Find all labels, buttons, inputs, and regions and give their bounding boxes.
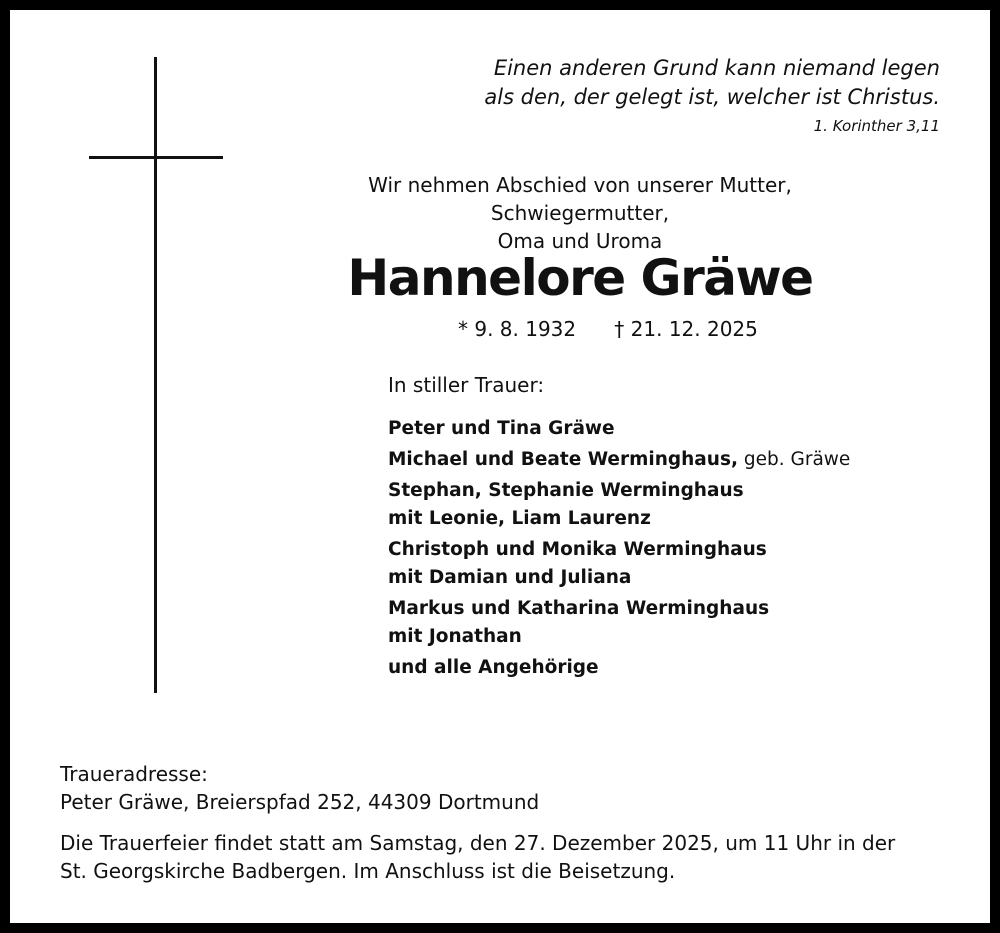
service-line-2: St. Georgskirche Badbergen. Im Anschluss ist die Beisetzung. [60, 859, 676, 883]
mourner-line [388, 446, 948, 474]
mourner-name: Christoph und Monika Werminghaus [388, 539, 767, 560]
birth-date: * 9. 8. 1932 [458, 317, 577, 341]
mourner-line [388, 595, 948, 623]
mourner-name: mit Jonathan [388, 626, 522, 647]
mourner-line [388, 564, 948, 592]
verse-line-2: als den, der gelegt ist, welcher ist Christus. [484, 85, 940, 109]
intro-line-2: Oma und Uroma [497, 229, 663, 253]
farewell-intro [280, 171, 880, 255]
address-label: Traueradresse: [60, 762, 208, 786]
mourner-line [388, 536, 948, 564]
mourner-line [388, 654, 948, 682]
mourner-group [388, 536, 948, 592]
mourner-line [388, 477, 948, 505]
mourning-label: In stiller Trauer: [388, 373, 545, 397]
mourner-name: Markus und Katharina Werminghaus [388, 598, 770, 619]
death-date: † 21. 12. 2025 [614, 317, 758, 341]
mourners-list [388, 415, 948, 685]
verse-line-1: Einen anderen Grund kann niemand legen [493, 56, 940, 80]
service-line-1: Die Trauerfeier findet statt am Samstag, den 27. Dezember 2025, um 11 Uhr in der [60, 831, 896, 855]
mourner-line [388, 505, 948, 533]
obituary-card [10, 10, 990, 923]
cross-icon-bar [89, 156, 223, 159]
mourner-group [388, 415, 948, 443]
mourner-line [388, 415, 948, 443]
funeral-service-info [60, 829, 980, 885]
mourner-name: Michael und Beate Werminghaus, [388, 449, 739, 470]
mourner-group [388, 446, 948, 474]
mourning-address [60, 760, 980, 816]
bible-verse [380, 54, 940, 112]
mourner-name: mit Leonie, Liam Laurenz [388, 508, 651, 529]
intro-line-1: Wir nehmen Abschied von unserer Mutter, Schwiegermutter, [368, 173, 792, 225]
mourner-group [388, 654, 948, 682]
mourner-line [388, 623, 948, 651]
address-value: Peter Gräwe, Breierspfad 252, 44309 Dortmund [60, 790, 540, 814]
life-dates [458, 317, 758, 341]
mourner-group [388, 595, 948, 651]
mourner-name: Peter und Tina Gräwe [388, 418, 615, 439]
verse-reference: 1. Korinther 3,11 [813, 117, 940, 135]
mourner-name: und alle Angehörige [388, 657, 599, 678]
cross-icon [154, 57, 157, 693]
mourner-group [388, 477, 948, 533]
mourner-name: mit Damian und Juliana [388, 567, 632, 588]
deceased-name: Hannelore Gräwe [347, 249, 813, 307]
mourner-note: geb. Gräwe [738, 449, 851, 470]
mourner-name: Stephan, Stephanie Werminghaus [388, 480, 744, 501]
